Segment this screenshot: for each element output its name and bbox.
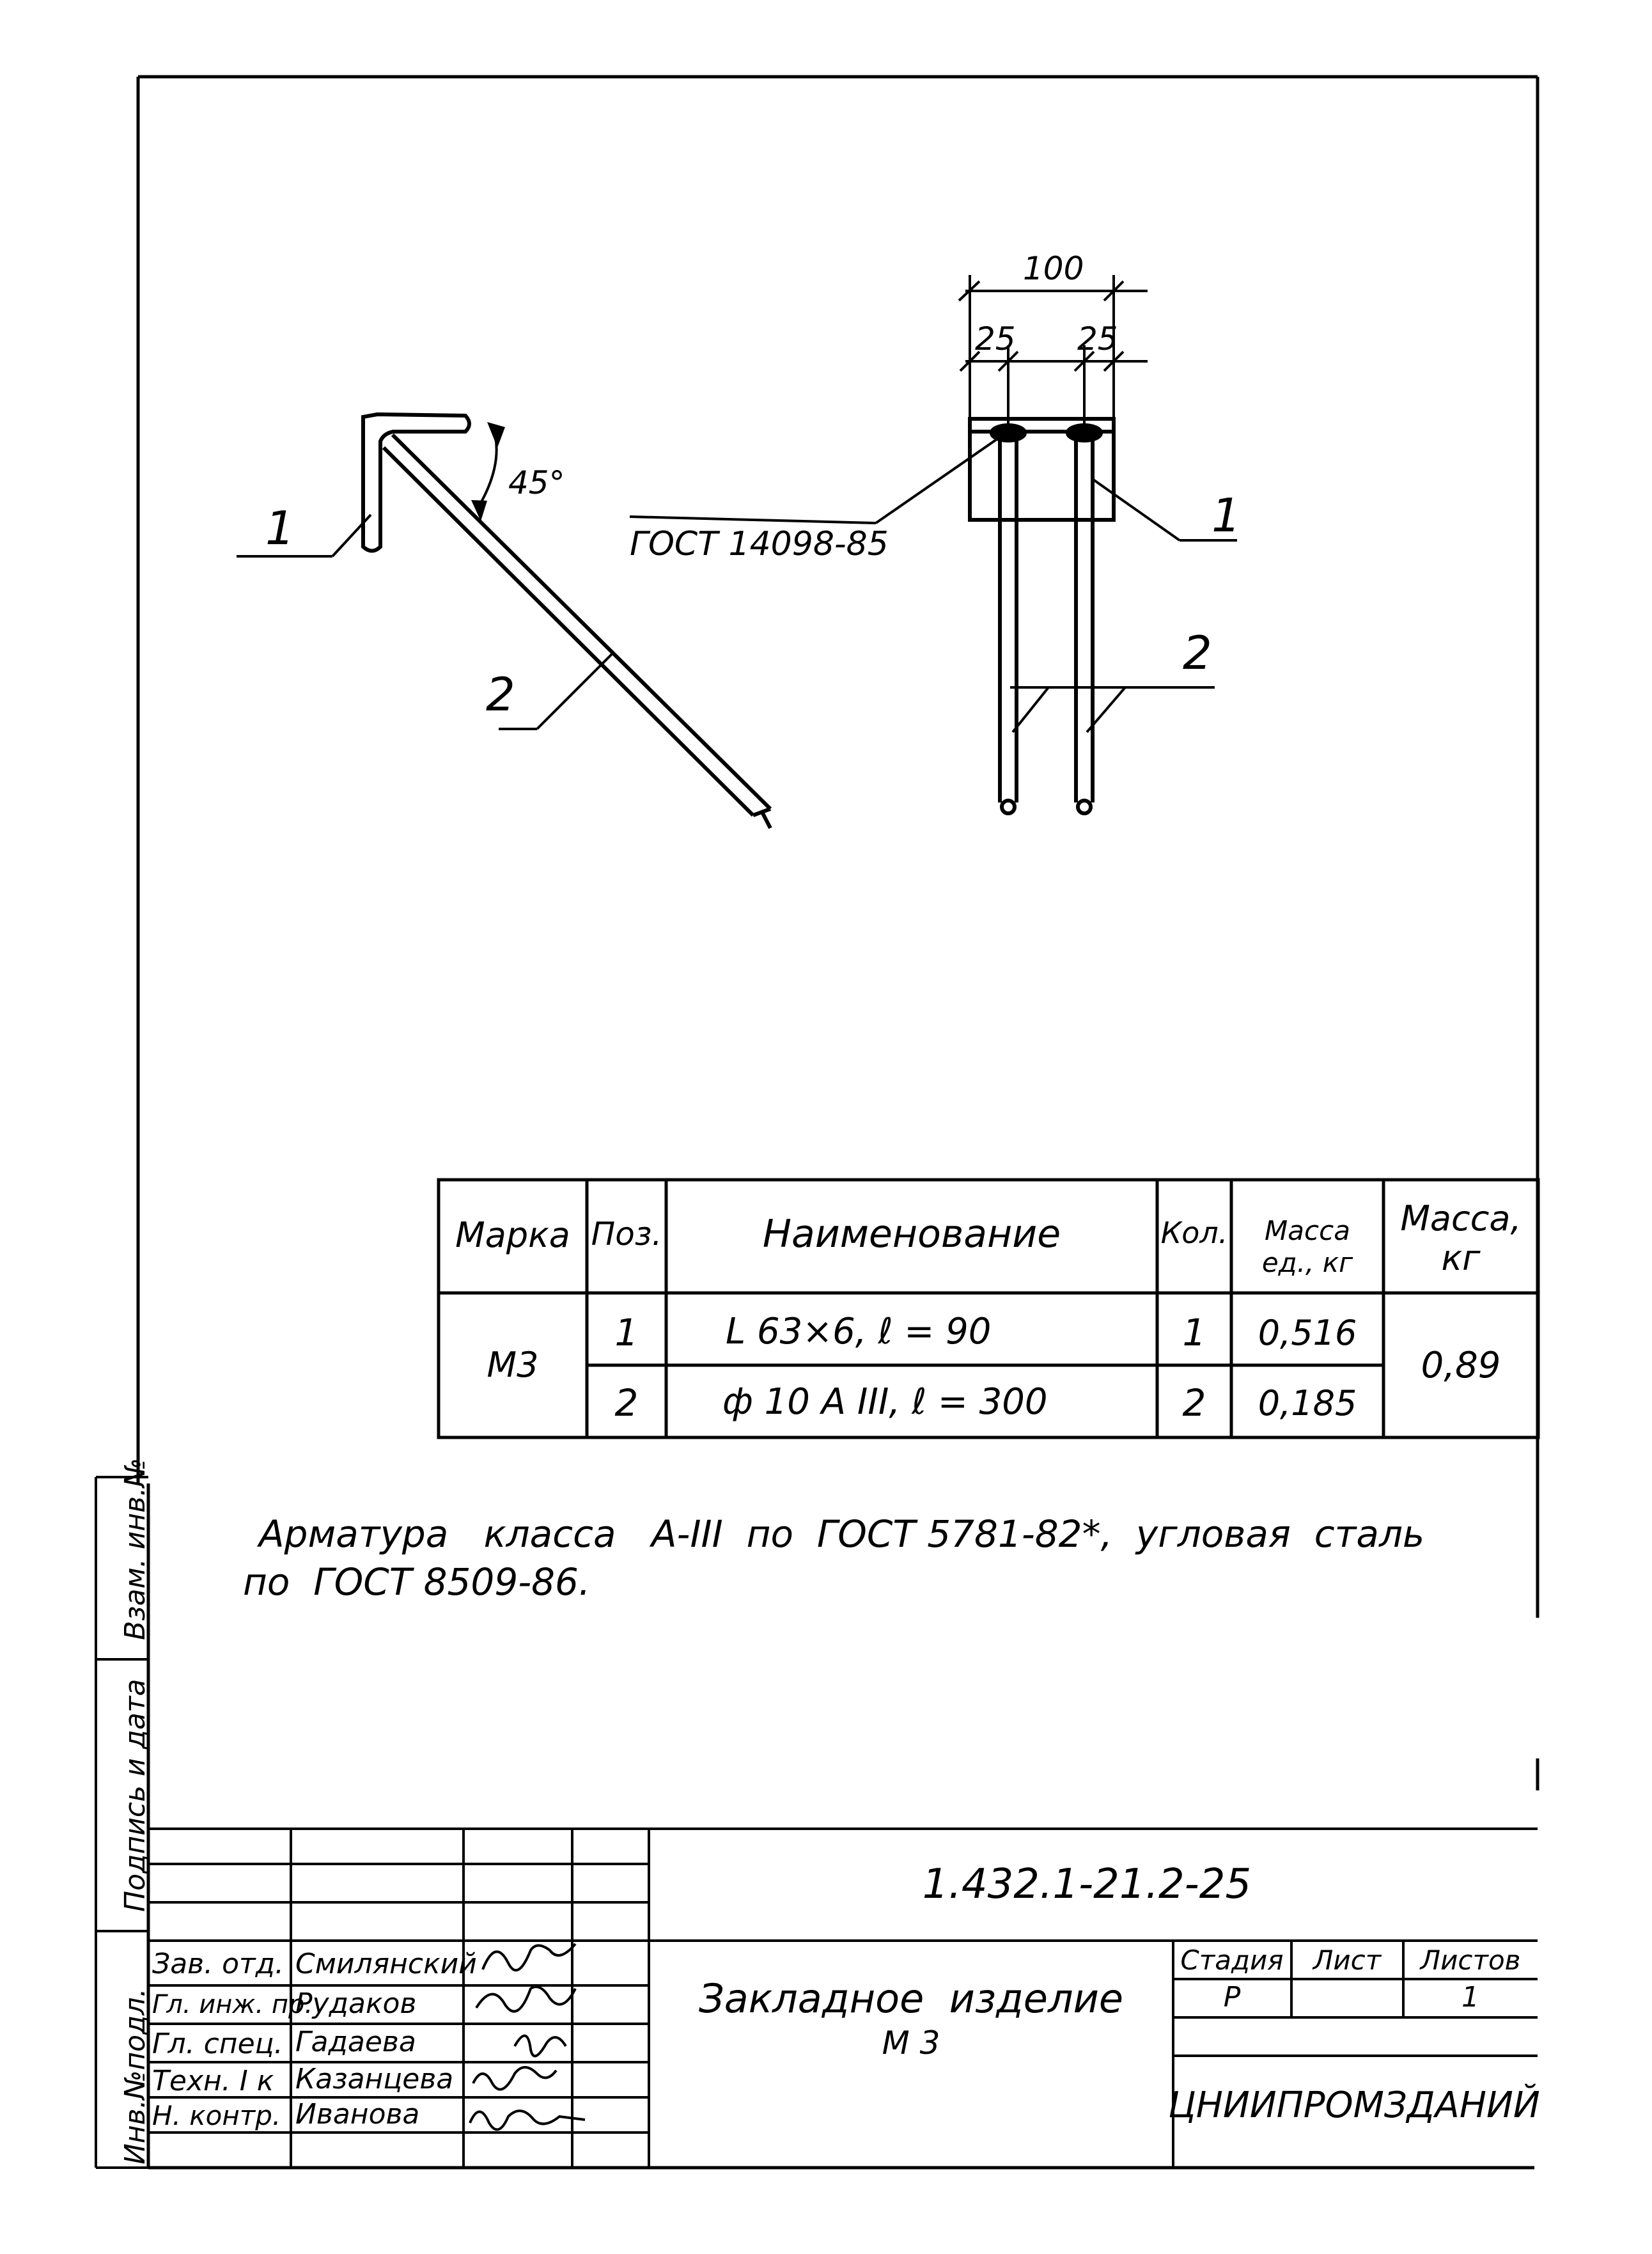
name-2: Рудаков — [295, 1987, 417, 2020]
row1-pos: 1 — [614, 1311, 639, 1354]
dim-left-label: 25 — [975, 320, 1016, 357]
organization: ЦНИИПРОМЗДАНИЙ — [1168, 2085, 1540, 2126]
header-unit-mass: Масса ед., кг — [1261, 1215, 1353, 1279]
callout-pos1-left: 1 — [265, 501, 295, 555]
sheet-label: Лист — [1313, 1945, 1382, 1976]
right-view-leaders — [630, 438, 1237, 732]
angle-label: 45° — [508, 464, 565, 501]
name-1: Смилянский — [295, 1948, 477, 1980]
cell-total-mass: 0,89 — [1421, 1345, 1501, 1386]
row2-qty: 2 — [1182, 1381, 1206, 1425]
title-line-1: Закладное изделие — [698, 1975, 1124, 2022]
header-name: Наименование — [762, 1212, 1061, 1256]
callout-pos2-left: 2 — [486, 668, 515, 721]
side-podpis-data: Подпись и дата — [119, 1679, 152, 1912]
weld-standard-label: ГОСТ 14098-85 — [630, 525, 889, 563]
name-5: Иванова — [295, 2098, 420, 2131]
header-mark: Марка — [455, 1215, 570, 1255]
doc-code: 1.432.1-21.2-25 — [922, 1861, 1252, 1908]
signature-2 — [476, 1987, 575, 2011]
right-view-plate — [970, 419, 1114, 813]
dim-total-label: 100 — [1023, 250, 1084, 287]
signature-5 — [470, 2111, 585, 2129]
header-mass: Масса, кг — [1400, 1198, 1522, 1279]
row2-unit-mass: 0,185 — [1258, 1383, 1357, 1423]
note-line-2: по ГОСТ 8509-86. — [243, 1560, 591, 1604]
note-line-1: Арматура класса А-ІІІ по ГОСТ 5781-82*, угловая сталь — [259, 1512, 1425, 1556]
dim-right-label: 25 — [1077, 320, 1118, 357]
title-line-2: М 3 — [882, 2024, 940, 2062]
role-1: Зав. отд. — [152, 1948, 284, 1980]
row1-name: L 63×6, ℓ = 90 — [726, 1311, 992, 1352]
cell-mark: М3 — [487, 1345, 539, 1385]
name-3: Гадаева — [295, 2026, 416, 2058]
stage-value: Р — [1223, 1981, 1241, 2014]
row1-qty: 1 — [1182, 1311, 1206, 1354]
role-4: Техн. I к — [152, 2065, 274, 2097]
header-pos: Поз. — [591, 1216, 662, 1253]
signatures — [470, 1944, 585, 2129]
header-qty: Кол. — [1160, 1216, 1228, 1250]
sheet-frame — [138, 77, 1538, 2168]
role-3: Гл. спец. — [152, 2028, 283, 2060]
row2-pos: 2 — [614, 1381, 639, 1425]
signature-3 — [515, 2036, 566, 2056]
role-2: Гл. инж. пр. — [152, 1990, 313, 2019]
row1-unit-mass: 0,516 — [1258, 1313, 1357, 1353]
side-inv-podl: Инв.№подл. — [119, 1988, 152, 2164]
name-4: Казанцева — [295, 2063, 454, 2095]
callout-pos2-right: 2 — [1183, 626, 1212, 680]
sheets-value: 1 — [1461, 1981, 1479, 2014]
signature-1 — [483, 1944, 575, 1970]
role-5: Н. контр. — [152, 2100, 281, 2131]
sheets-label: Листов — [1420, 1945, 1521, 1976]
row2-name: ф 10 А ІІІ, ℓ = 300 — [722, 1381, 1048, 1423]
callout-pos1-right: 1 — [1212, 489, 1241, 542]
left-view-angle — [363, 414, 770, 828]
side-vzam-inv: Взам. инв.№ — [119, 1458, 152, 1640]
stage-label: Стадия — [1180, 1945, 1284, 1976]
signature-4 — [473, 2067, 556, 2090]
